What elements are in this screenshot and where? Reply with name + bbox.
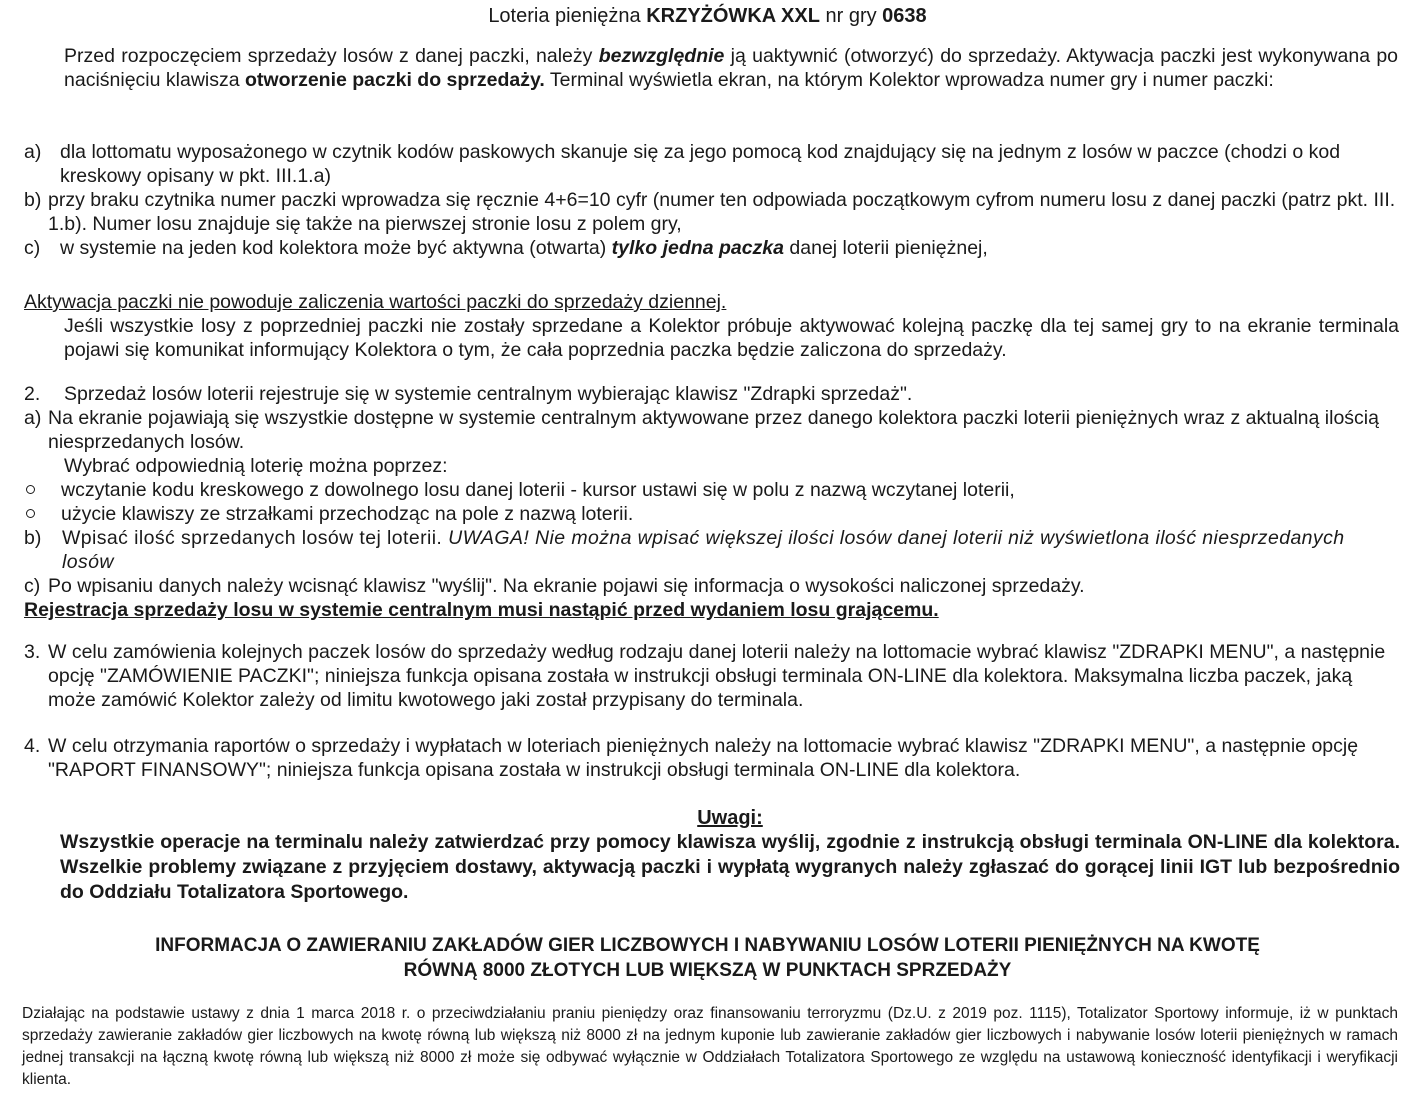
info-heading-line-1: INFORMACJA O ZAWIERANIU ZAKŁADÓW GIER LICZBOWYCH I NABYWANIU LOSÓW LOTERII PIENIĘŻNYCH NA KWOTĘ xyxy=(155,935,1260,956)
list-item-b xyxy=(24,188,1402,236)
section-2 xyxy=(24,382,1399,622)
section-text: W celu otrzymania raportów o sprzedaży i wypłatach w loteriach pieniężnych należy na lottomacie wybrać klawisz "ZDRAPKI MENU", a następnie opcję "RAPORT FINANSOWY"; niniejsza funkcja opisana została w instrukcji obsługi terminala ON-LINE dla kolektora. xyxy=(48,735,1359,781)
activation-note xyxy=(24,290,1399,362)
list-item-text: danej loterii pieniężnej, xyxy=(789,237,988,259)
section-number: 3. xyxy=(24,641,41,663)
bullet-icon xyxy=(26,509,35,518)
intro-paragraph xyxy=(64,44,1398,92)
title-prefix: Loteria pieniężna xyxy=(488,5,641,27)
section-2-intro xyxy=(24,382,1399,406)
section-2-item-c xyxy=(24,574,1399,598)
section-text: W celu zamówienia kolejnych paczek losów do sprzedaży według rodzaju danej loterii należy na lottomacie wybrać klawisz "ZDRAPKI MENU", a następnie opcję "ZAMÓWIENIE PACZKI"; niniejsza funkcja opisana została w instrukcji obsługi terminala ON-LINE dla kolektora. Maksymalna liczba paczek, jaką może zamówić Kolektor zależy od limitu kwotowego jaki został przypisany do terminala. xyxy=(48,641,1386,711)
list-item-label: c) xyxy=(24,237,41,259)
section-number: 2. xyxy=(24,383,41,405)
section-4-body xyxy=(24,734,1399,782)
registration-notice: Rejestracja sprzedaży losu w systemie centralnym musi nastąpić przed wydaniem losu grającemu. xyxy=(24,599,939,621)
section-2-item-b xyxy=(24,526,1399,574)
intro-emphasis: bezwzględnie xyxy=(598,45,725,67)
title-mid: nr gry xyxy=(825,5,877,27)
list-item-label: b) xyxy=(24,189,42,211)
list-item-text: Wpisać ilość sprzedanych losów tej loterii. xyxy=(62,527,443,549)
intro-text-2: ją uaktywnić (otworzyć) do sprzedaży. Aktywacja paczki jest wykonywana po naciśnięciu klawisza xyxy=(64,45,1399,91)
info-text: Działając na podstawie ustawy z dnia 1 marca 2018 r. o przeciwdziałaniu praniu pieniędzy oraz finansowaniu terroryzmu (Dz.U. z 2019 poz. 1115), Totalizator Sportowy informuje, iż w punktach sprzedaży zawieranie zakładów gier liczbowych na kwotę równą lub większą niż 8000 zł na jednym kuponie lub zawieranie zakładów gier liczbowych i nabywanie losów loterii pieniężnych w ramach jednej transakcji na łączną kwotę równą lub większą niż 8000 zł może się odbywać wyłącznie w Oddziałach Totalizatora Sportowego ze względu na ustawową konieczność identyfikacji i weryfikacji klienta. xyxy=(22,1005,1398,1088)
warning-text: UWAGA! Nie można wpisać większej ilości losów danej loterii niż wyświetlona ilość niesprzedanych losów xyxy=(62,527,1345,573)
notes-section xyxy=(60,806,1400,905)
info-heading xyxy=(0,933,1415,983)
list-item-a xyxy=(24,140,1402,188)
activation-text: Jeśli wszystkie losy z poprzedniej paczki nie zostały sprzedane a Kolektor próbuje aktywować kolejną paczkę dla tej samej gry to na ekranie terminala pojawi się komunikat informujący Kolektora o tym, że cała poprzednia paczka będzie zaliczona do sprzedaży. xyxy=(64,315,1399,361)
list-item-emphasis: tylko jedna paczka xyxy=(611,237,784,259)
list-item-label: a) xyxy=(24,141,42,163)
bullet-text: wczytanie kodu kreskowego z dowolnego losu danej loterii - kursor ustawi się w polu z nazwą wczytanej loterii, xyxy=(61,479,1015,501)
section-text: Sprzedaż losów loterii rejestruje się w systemie centralnym wybierając klawisz "Zdrapki sprzedaż". xyxy=(64,383,913,405)
bullet-item-1 xyxy=(24,478,1399,502)
list-item-label: a) xyxy=(24,407,42,429)
list-item-text: Na ekranie pojawiają się wszystkie dostępne w systemie centralnym aktywowane przez danego kolektora paczki loterii pieniężnych wraz z aktualną ilością niesprzedanych losów. xyxy=(48,407,1379,453)
list-item-label: b) xyxy=(24,527,42,549)
list-item-text: przy braku czytnika numer paczki wprowadza się ręcznie 4+6=10 cyfr (numer ten odpowiada początkowym cyfrom numeru losu z danej paczki (patrz pkt. III. 1.b). Numer losu znajduje się także na pierwszej stronie losu z polem gry, xyxy=(48,189,1396,235)
list-item-text: w systemie na jeden kod kolektora może być aktywna (otwarta) xyxy=(60,237,607,259)
list-item-text: dla lottomatu wyposażonego w czytnik kodów paskowych skanuje się za jego pomocą kod znajdujący się na jednym z losów w paczce (chodzi o kod kreskowy opisany w pkt. III.1.a) xyxy=(60,141,1341,187)
list-item-text: Po wpisaniu danych należy wcisnąć klawisz "wyślij". Na ekranie pojawi się informacja o wysokości naliczonej sprzedaży. xyxy=(48,575,1085,597)
notes-text: Wszystkie operacje na terminalu należy zatwierdzać przy pomocy klawisza wyślij, zgodnie z instrukcją obsługi terminala ON-LINE dla kolektora. Wszelkie problemy związane z przyjęciem dostawy, aktywacją paczki i wypłatą wygranych należy zgłaszać do gorącej linii IGT lub bezpośrednio do Oddziału Totalizatora Sportowego. xyxy=(60,831,1400,903)
section-2-item-a xyxy=(24,406,1399,454)
bullet-item-2 xyxy=(24,502,1399,526)
activation-heading: Aktywacja paczki nie powoduje zaliczenia wartości paczki do sprzedaży dziennej. xyxy=(24,291,727,313)
bullet-icon xyxy=(26,485,35,494)
intro-key-name: otworzenie paczki do sprzedaży. xyxy=(245,69,545,91)
section-3-body xyxy=(24,640,1399,712)
info-heading-line-2: RÓWNĄ 8000 ZŁOTYCH LUB WIĘKSZĄ W PUNKTACH SPRZEDAŻY xyxy=(403,960,1012,981)
intro-text-1: Przed rozpoczęciem sprzedaży losów z danej paczki, należy xyxy=(64,45,593,67)
intro-text-3: Terminal wyświetla ekran, na którym Kolektor wprowadza numer gry i numer paczki: xyxy=(549,69,1274,91)
list-item-label: c) xyxy=(24,575,41,597)
section-4 xyxy=(24,734,1399,782)
activation-steps-list xyxy=(24,140,1402,260)
notes-heading: Uwagi: xyxy=(697,807,763,829)
selection-intro: Wybrać odpowiednią loterię można poprzez: xyxy=(64,455,448,477)
document-title xyxy=(0,4,1415,28)
game-number: 0638 xyxy=(882,5,927,27)
section-3 xyxy=(24,640,1399,712)
bullet-text: użycie klawiszy ze strzałkami przechodząc na pole z nazwą loterii. xyxy=(61,503,634,525)
lottery-name: KRZYŻÓWKA XXL xyxy=(646,5,820,27)
list-item-c xyxy=(24,236,1402,260)
section-number: 4. xyxy=(24,735,41,757)
